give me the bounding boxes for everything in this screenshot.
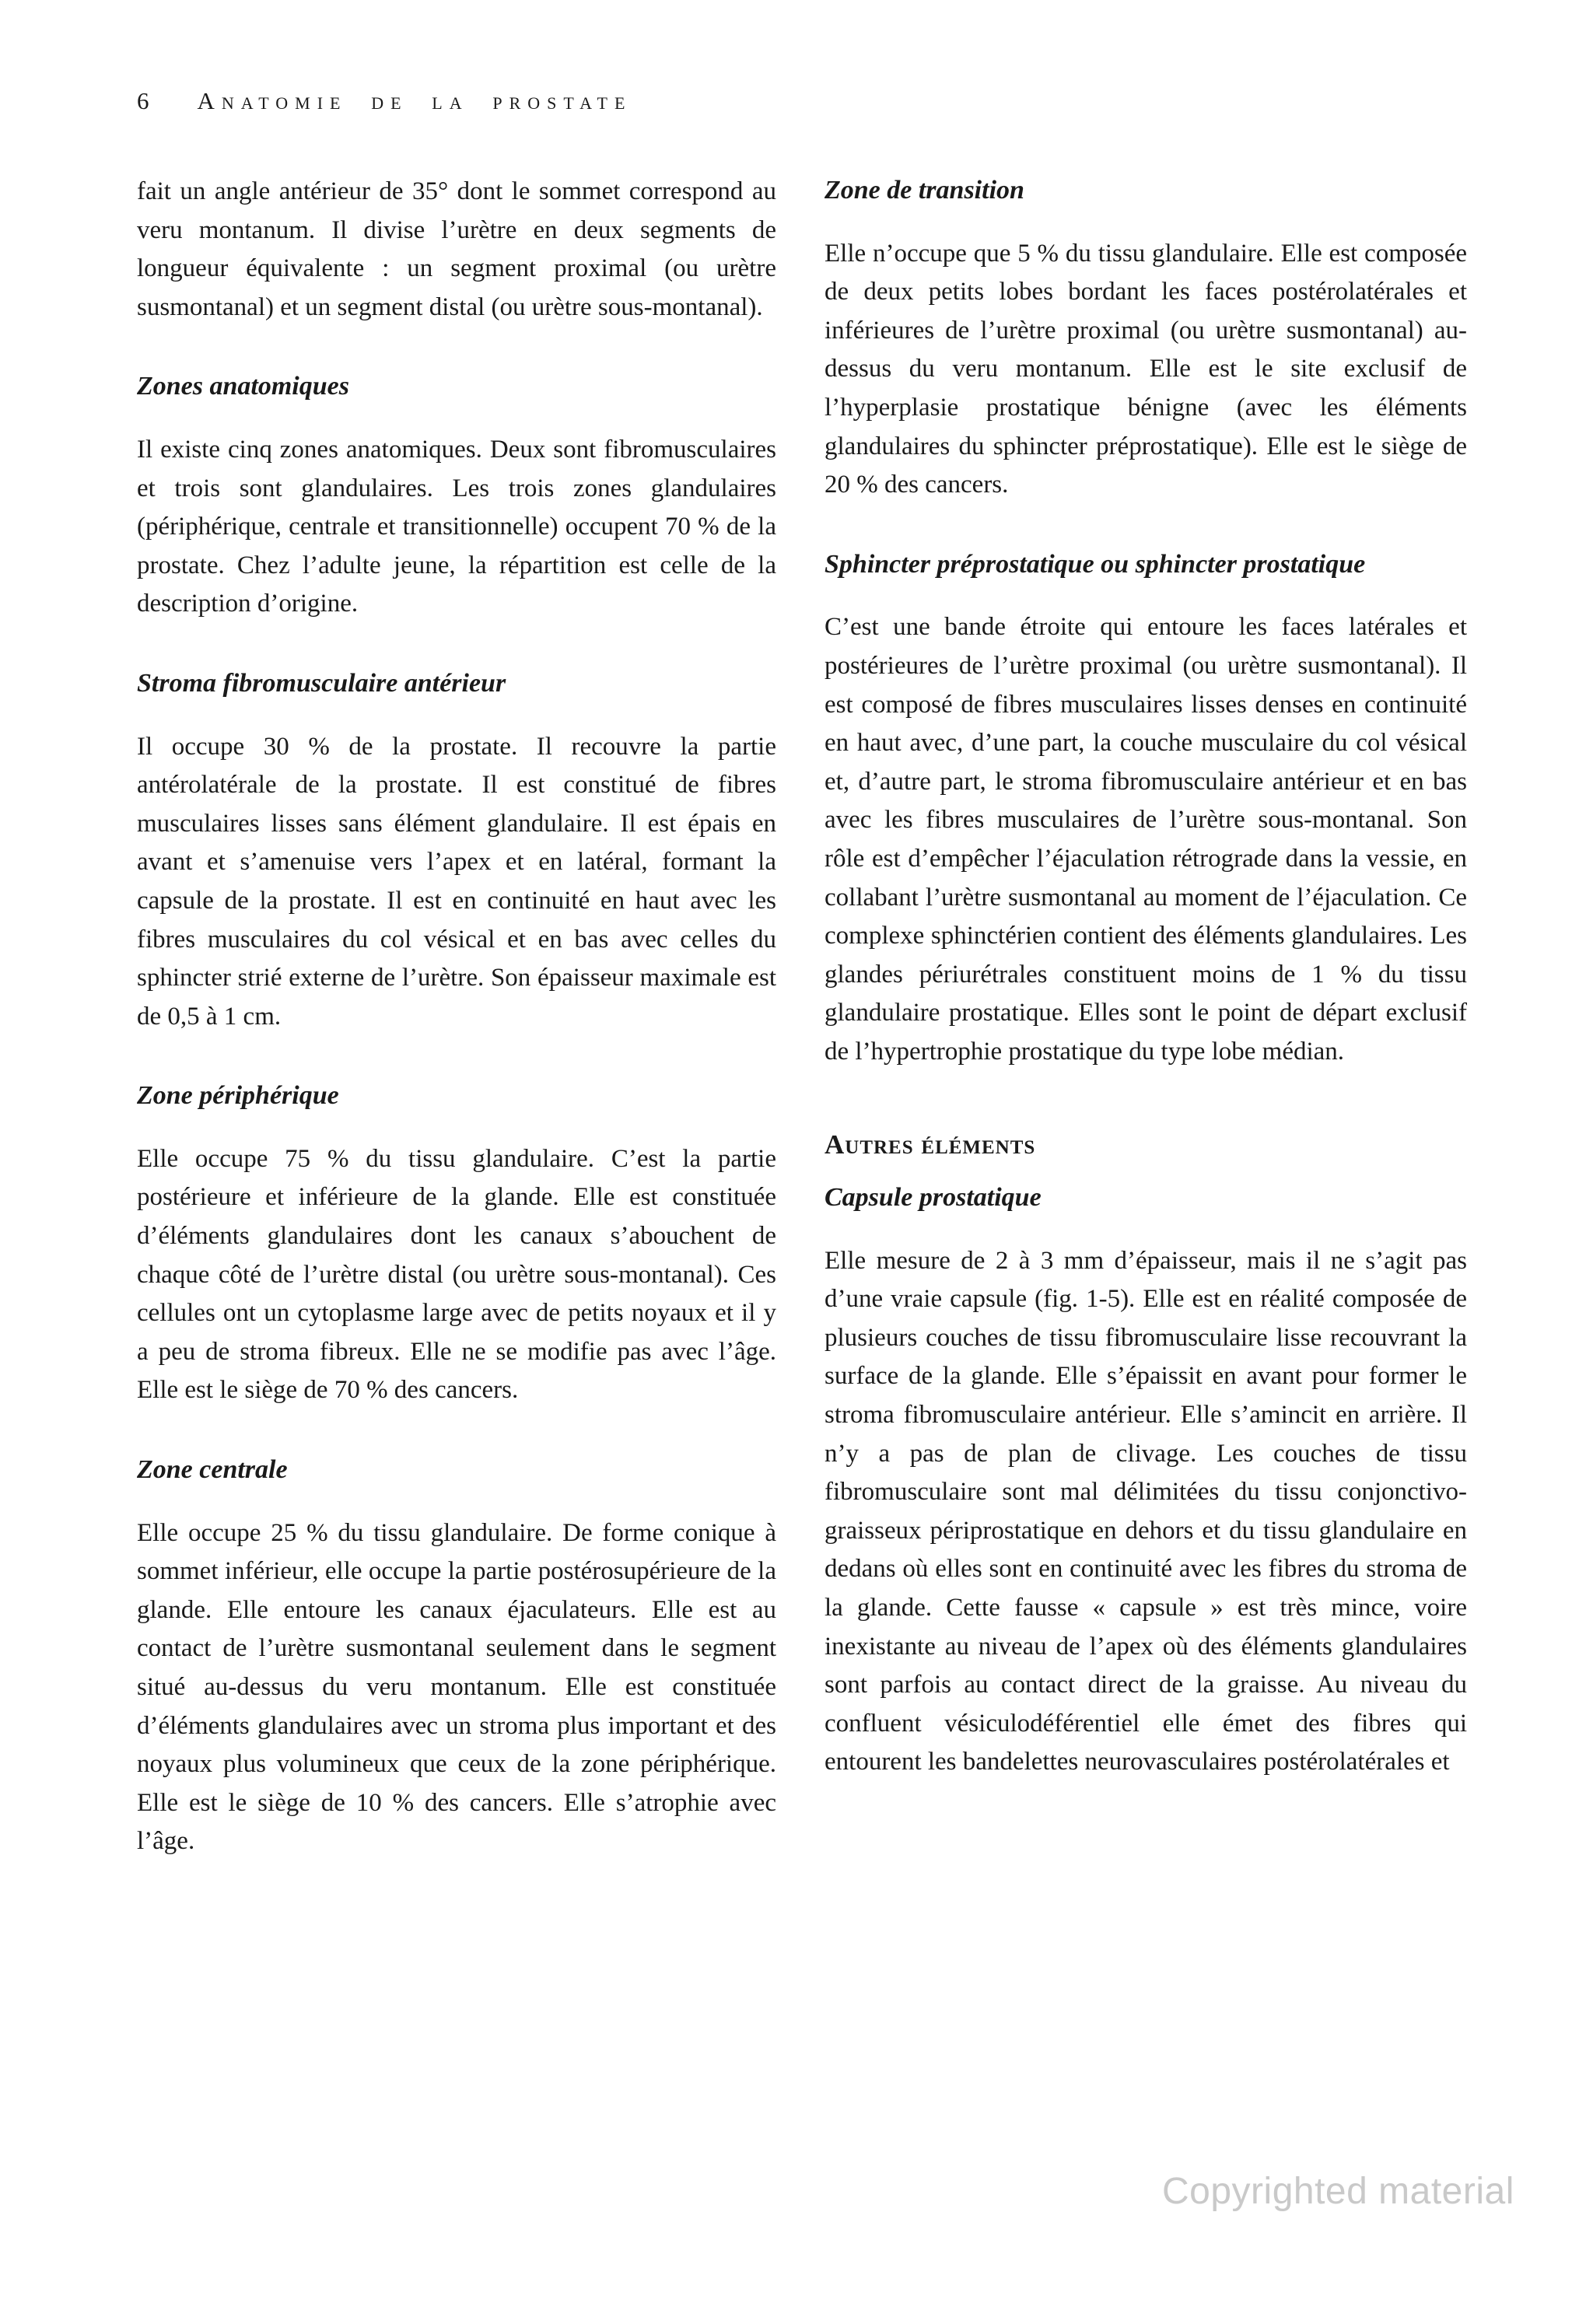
paragraph-stroma: Il occupe 30 % de la prostate. Il recouvre la partie antérolatérale de la prostate. Il est constitué de fibres musculaires lisses sans élément glandulaire. Il est épais en avant et s’amenuise vers l’apex et en latéral, formant la capsule de la prostate. Il est en continuité en haut avec les fibres musculaires du col vésical et en bas avec celles du sphincter strié externe de l’urètre. Son épaisseur maximale est de 0,5 à 1 cm.: [137, 732, 776, 1031]
paragraph-zone-centrale: Elle occupe 25 % du tissu glandulaire. De forme conique à sommet inférieur, elle occupe la partie postérosupérieure de la glande. Elle entoure les canaux éjaculateurs. Elle est au contact de l’urètre susmontanal seulement dans le segment situé au-dessus du veru montanum. Elle est constituée d’éléments glandulaires avec un stroma plus important et des noyaux plus volumineux que ceux de la zone périphérique. Elle est le siège de 10 % des cancers. Elle s’atrophie avec l’âge.: [137, 1518, 776, 1856]
page-number: 6: [137, 87, 151, 114]
paragraph-capsule: Elle mesure de 2 à 3 mm d’épaisseur, mais il ne s’agit pas d’une vraie capsule (fig. 1-5). Elle est en réalité composée de plusieurs couches de tissu fibromusculaire lisse recouvrant la surface de la glande. Elle s’épaissit en avant pour former le stroma fibromusculaire antérieur. Elle s’amincit en arrière. Il n’y a pas de plan de clivage. Les couches de tissu fibromusculaire sont mal délimitées du tissu conjonctivo-graisseux périprostatique en dehors et du tissu glandulaire en dedans où elles sont en continuité avec les fibres du stroma de la glande. Cette fausse « capsule » est très mince, voire inexistante au niveau de l’apex où des éléments glandulaires sont parfois au contact direct de la graisse. Au niveau du confluent vésiculodéférentiel elle émet des fibres qui entourent les bandelettes neurovasculaires postérolatérales et: [825, 1246, 1467, 1776]
paragraph-zone-transition: Elle n’occupe que 5 % du tissu glandulaire. Elle est composée de deux petits lobes bordant les faces postérolatérales et inférieures de l’urètre proximal (ou urètre susmontanal) au-dessus du veru montanum. Elle est le site exclusif de l’hyperplasie prostatique bénigne (avec les éléments glandulaires du sphincter préprostatique). Elle est le siège de 20 % des cancers.: [825, 239, 1467, 499]
intro-paragraph: fait un angle antérieur de 35° dont le sommet correspond au veru montanum. Il divise l’urètre en deux segments de longueur équivalente : un segment proximal (ou urètre susmontanal) et un segment distal (ou urètre sous-montanal).: [137, 177, 776, 321]
left-column: [137, 173, 776, 1861]
heading-sphincter: Sphincter préprostatique ou sphincter prostatique: [825, 549, 1366, 579]
paragraph-zone-peripherique: Elle occupe 75 % du tissu glandulaire. C’est la partie postérieure et inférieure de la glande. Elle est constituée d’éléments glandulaires dont les canaux s’abouchent de chaque côté de l’urètre distal (ou urètre sous-montanal). Ces cellules ont un cytoplasme large avec de petits noyaux et il y a peu de stroma fibreux. Elle ne se modifie pas avec l’âge. Elle est le siège de 70 % des cancers.: [137, 1144, 776, 1405]
heading-stroma: Stroma fibromusculaire antérieur: [137, 668, 506, 698]
heading-zone-centrale: Zone centrale: [137, 1455, 288, 1485]
copyright-watermark: Copyrighted material: [1162, 2171, 1514, 2212]
running-title: Anatomie de la prostate: [197, 87, 632, 114]
heading-zone-transition: Zone de transition: [825, 176, 1024, 205]
right-column: [825, 171, 1467, 1782]
heading-zones-anatomiques: Zones anatomiques: [137, 372, 349, 401]
paragraph-zones-anatomiques: Il existe cinq zones anatomiques. Deux sont fibromusculaires et trois sont glandulaires. Les trois zones glandulaires (périphérique, centrale et transitionnelle) occupent 70 % de la prostate. Chez l’adulte jeune, la répartition est celle de la description d’origine.: [137, 435, 776, 618]
heading-capsule: Capsule prostatique: [825, 1183, 1042, 1213]
heading-zone-peripherique: Zone périphérique: [137, 1081, 339, 1111]
running-head: [137, 87, 632, 115]
paragraph-sphincter: C’est une bande étroite qui entoure les faces latérales et postérieures de l’urètre proximal (ou urètre susmontanal). Il est composé de fibres musculaires lisses denses en continuité en haut avec, d’une part, la couche musculaire du col vésical et, d’autre part, le stroma fibromusculaire antérieur et en bas avec les fibres musculaires de l’urètre sous-montanal. Son rôle est d’empêcher l’éjaculation rétrograde dans la vessie, en collabant l’urètre susmontanal au moment de l’éjaculation. Ce complexe sphinctérien contient des éléments glandulaires. Les glandes périurétrales constituent moins de 1 % du tissu glandulaire prostatique. Elles sont le point de départ exclusif de l’hypertrophie prostatique du type lobe médian.: [825, 613, 1467, 1066]
heading-autres-elements: Autres éléments: [825, 1129, 1036, 1160]
